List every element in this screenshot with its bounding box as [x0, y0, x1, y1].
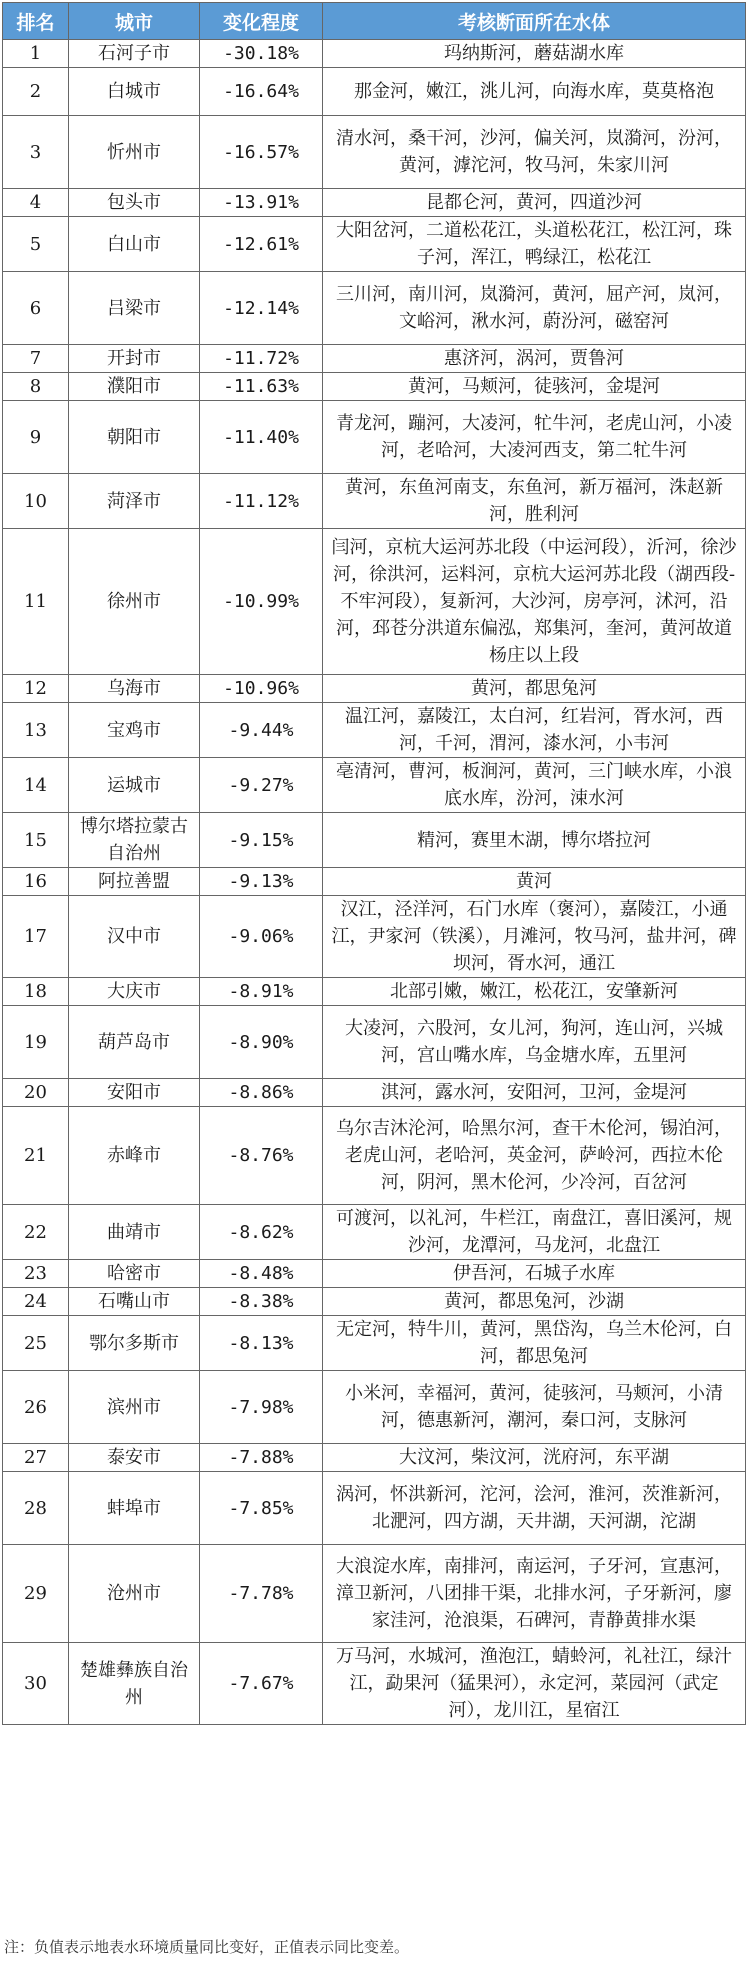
table-row	[3, 1371, 746, 1444]
rank-cell: 7	[3, 345, 69, 373]
water-body-cell: 清水河，桑干河，沙河，偏关河，岚漪河，汾河，黄河，滹沱河，牧马河，朱家川河	[323, 116, 746, 189]
table-row	[3, 758, 746, 813]
table-row	[3, 116, 746, 189]
footnote: 注：负值表示地表水环境质量同比变好，正值表示同比变差。	[4, 1938, 410, 1956]
city-cell: 葫芦岛市	[69, 1006, 200, 1079]
city-cell: 安阳市	[69, 1079, 200, 1107]
change-cell: -9.13%	[200, 868, 323, 896]
rank-cell: 17	[3, 896, 69, 978]
table-row	[3, 217, 746, 272]
city-cell: 朝阳市	[69, 401, 200, 474]
table-row	[3, 1316, 746, 1371]
city-cell: 乌海市	[69, 675, 200, 703]
change-cell: -7.67%	[200, 1643, 323, 1725]
city-cell: 博尔塔拉蒙古自治州	[69, 813, 200, 868]
city-cell: 哈密市	[69, 1260, 200, 1288]
change-cell: -10.96%	[200, 675, 323, 703]
table-row	[3, 272, 746, 345]
water-body-cell: 惠济河，涡河，贾鲁河	[323, 345, 746, 373]
city-cell: 石河子市	[69, 40, 200, 68]
city-cell: 大庆市	[69, 978, 200, 1006]
table-row	[3, 1205, 746, 1260]
city-cell: 鄂尔多斯市	[69, 1316, 200, 1371]
table-row	[3, 401, 746, 474]
change-cell: -8.38%	[200, 1288, 323, 1316]
table-row	[3, 868, 746, 896]
water-body-cell: 大汶河，柴汶河，洸府河，东平湖	[323, 1444, 746, 1472]
rank-cell: 2	[3, 68, 69, 116]
change-cell: -16.57%	[200, 116, 323, 189]
city-cell: 包头市	[69, 189, 200, 217]
change-cell: -16.64%	[200, 68, 323, 116]
table-row	[3, 1260, 746, 1288]
table-row	[3, 189, 746, 217]
water-body-cell: 无定河，特牛川，黄河，黑岱沟，乌兰木伦河，白河，都思兔河	[323, 1316, 746, 1371]
table-row	[3, 1288, 746, 1316]
table-row	[3, 345, 746, 373]
change-cell: -8.62%	[200, 1205, 323, 1260]
city-cell: 宝鸡市	[69, 703, 200, 758]
city-cell: 忻州市	[69, 116, 200, 189]
change-cell: -12.14%	[200, 272, 323, 345]
table-row	[3, 1079, 746, 1107]
table-row	[3, 474, 746, 529]
rank-cell: 16	[3, 868, 69, 896]
rank-cell: 29	[3, 1545, 69, 1643]
water-body-cell: 三川河，南川河，岚漪河，黄河，屈产河，岚河，文峪河，湫水河，蔚汾河，磁窑河	[323, 272, 746, 345]
city-cell: 赤峰市	[69, 1107, 200, 1205]
table-row	[3, 675, 746, 703]
table-row	[3, 1472, 746, 1545]
rank-cell: 26	[3, 1371, 69, 1444]
water-body-cell: 玛纳斯河，蘑菇湖水库	[323, 40, 746, 68]
header-change: 变化程度	[200, 3, 323, 40]
rank-cell: 8	[3, 373, 69, 401]
water-body-cell: 亳清河，曹河，板涧河，黄河，三门峡水库，小浪底水库，汾河，涑水河	[323, 758, 746, 813]
change-cell: -7.88%	[200, 1444, 323, 1472]
water-body-cell: 伊吾河，石城子水库	[323, 1260, 746, 1288]
city-cell: 曲靖市	[69, 1205, 200, 1260]
water-body-cell: 黄河，都思兔河	[323, 675, 746, 703]
table-row	[3, 1643, 746, 1725]
change-cell: -11.72%	[200, 345, 323, 373]
water-body-cell: 精河，赛里木湖，博尔塔拉河	[323, 813, 746, 868]
rank-cell: 10	[3, 474, 69, 529]
rank-cell: 3	[3, 116, 69, 189]
city-cell: 濮阳市	[69, 373, 200, 401]
header-water: 考核断面所在水体	[323, 3, 746, 40]
table-row	[3, 1444, 746, 1472]
change-cell: -11.63%	[200, 373, 323, 401]
change-cell: -8.48%	[200, 1260, 323, 1288]
city-cell: 徐州市	[69, 529, 200, 675]
table-row	[3, 40, 746, 68]
rank-cell: 1	[3, 40, 69, 68]
change-cell: -7.85%	[200, 1472, 323, 1545]
rank-cell: 27	[3, 1444, 69, 1472]
city-cell: 石嘴山市	[69, 1288, 200, 1316]
rank-cell: 30	[3, 1643, 69, 1725]
header-city: 城市	[69, 3, 200, 40]
water-body-cell: 涡河，怀洪新河，沱河，浍河，淮河，茨淮新河，北淝河，四方湖，天井湖，天河湖，沱湖	[323, 1472, 746, 1545]
change-cell: -7.78%	[200, 1545, 323, 1643]
water-body-cell: 万马河，水城河，渔泡江，蜻蛉河，礼社江，绿汁江，勐果河（猛果河），永定河，菜园河（武定河），龙川江，星宿江	[323, 1643, 746, 1725]
rank-cell: 24	[3, 1288, 69, 1316]
rank-cell: 5	[3, 217, 69, 272]
table-row	[3, 373, 746, 401]
table-row	[3, 813, 746, 868]
table-row	[3, 1107, 746, 1205]
rank-cell: 25	[3, 1316, 69, 1371]
change-cell: -8.86%	[200, 1079, 323, 1107]
city-cell: 楚雄彝族自治州	[69, 1643, 200, 1725]
table-header-row	[3, 3, 746, 40]
rank-cell: 14	[3, 758, 69, 813]
rank-cell: 21	[3, 1107, 69, 1205]
table-row	[3, 978, 746, 1006]
change-cell: -30.18%	[200, 40, 323, 68]
rank-cell: 22	[3, 1205, 69, 1260]
city-cell: 阿拉善盟	[69, 868, 200, 896]
water-body-cell: 那金河，嫩江，洮儿河，向海水库，莫莫格泡	[323, 68, 746, 116]
table-row	[3, 1006, 746, 1079]
rank-cell: 20	[3, 1079, 69, 1107]
change-cell: -8.76%	[200, 1107, 323, 1205]
water-body-cell: 昆都仑河，黄河，四道沙河	[323, 189, 746, 217]
change-cell: -8.13%	[200, 1316, 323, 1371]
water-body-cell: 可渡河，以礼河，牛栏江，南盘江，喜旧溪河，规沙河，龙潭河，马龙河，北盘江	[323, 1205, 746, 1260]
change-cell: -11.12%	[200, 474, 323, 529]
city-cell: 白城市	[69, 68, 200, 116]
water-body-cell: 黄河，东鱼河南支，东鱼河，新万福河，洙赵新河，胜利河	[323, 474, 746, 529]
rank-cell: 18	[3, 978, 69, 1006]
water-body-cell: 大阳岔河，二道松花江，头道松花江，松江河，珠子河，浑江，鸭绿江，松花江	[323, 217, 746, 272]
table-row	[3, 703, 746, 758]
change-cell: -9.06%	[200, 896, 323, 978]
ranking-table	[2, 2, 746, 1725]
city-cell: 蚌埠市	[69, 1472, 200, 1545]
rank-cell: 9	[3, 401, 69, 474]
change-cell: -9.15%	[200, 813, 323, 868]
water-body-cell: 温江河，嘉陵江，太白河，红岩河，胥水河，西河，千河，渭河，漆水河，小韦河	[323, 703, 746, 758]
change-cell: -9.44%	[200, 703, 323, 758]
water-body-cell: 淇河，露水河，安阳河，卫河，金堤河	[323, 1079, 746, 1107]
rank-cell: 15	[3, 813, 69, 868]
change-cell: -13.91%	[200, 189, 323, 217]
rank-cell: 12	[3, 675, 69, 703]
change-cell: -7.98%	[200, 1371, 323, 1444]
table-body	[3, 40, 746, 1725]
table-row	[3, 896, 746, 978]
water-body-cell: 黄河，马颊河，徒骇河，金堤河	[323, 373, 746, 401]
rank-cell: 6	[3, 272, 69, 345]
change-cell: -11.40%	[200, 401, 323, 474]
rank-cell: 4	[3, 189, 69, 217]
city-cell: 泰安市	[69, 1444, 200, 1472]
city-cell: 白山市	[69, 217, 200, 272]
water-body-cell: 汉江，泾洋河，石门水库（褒河），嘉陵江，小通江，尹家河（铁溪），月滩河，牧马河，盐井河，碑坝河，胥水河，通江	[323, 896, 746, 978]
city-cell: 汉中市	[69, 896, 200, 978]
city-cell: 沧州市	[69, 1545, 200, 1643]
city-cell: 开封市	[69, 345, 200, 373]
table-row	[3, 529, 746, 675]
change-cell: -10.99%	[200, 529, 323, 675]
rank-cell: 11	[3, 529, 69, 675]
water-body-cell: 黄河	[323, 868, 746, 896]
water-body-cell: 大浪淀水库，南排河，南运河，子牙河，宣惠河，漳卫新河，八团排干渠，北排水河，子牙新河，廖家洼河，沧浪渠，石碑河，青静黄排水渠	[323, 1545, 746, 1643]
water-body-cell: 黄河，都思兔河，沙湖	[323, 1288, 746, 1316]
rank-cell: 19	[3, 1006, 69, 1079]
city-cell: 菏泽市	[69, 474, 200, 529]
city-cell: 运城市	[69, 758, 200, 813]
header-rank: 排名	[3, 3, 69, 40]
change-cell: -8.90%	[200, 1006, 323, 1079]
rank-cell: 23	[3, 1260, 69, 1288]
water-body-cell: 小米河，幸福河，黄河，徒骇河，马颊河，小清河，德惠新河，潮河，秦口河，支脉河	[323, 1371, 746, 1444]
city-cell: 滨州市	[69, 1371, 200, 1444]
rank-cell: 13	[3, 703, 69, 758]
change-cell: -12.61%	[200, 217, 323, 272]
water-body-cell: 大凌河，六股河，女儿河，狗河，连山河，兴城河，宫山嘴水库，乌金塘水库，五里河	[323, 1006, 746, 1079]
water-body-cell: 闫河，京杭大运河苏北段（中运河段），沂河，徐沙河，徐洪河，运料河，京杭大运河苏北段（湖西段-不牢河段），复新河，大沙河，房亭河，沭河，沿河，邳苍分洪道东偏泓，郑集河，奎河，黄河故道杨庄以上段	[323, 529, 746, 675]
city-cell: 吕梁市	[69, 272, 200, 345]
change-cell: -8.91%	[200, 978, 323, 1006]
water-body-cell: 青龙河，蹦河，大凌河，牤牛河，老虎山河，小凌河，老哈河，大凌河西支，第二牤牛河	[323, 401, 746, 474]
rank-cell: 28	[3, 1472, 69, 1545]
water-body-cell: 北部引嫩，嫩江，松花江，安肇新河	[323, 978, 746, 1006]
change-cell: -9.27%	[200, 758, 323, 813]
table-row	[3, 1545, 746, 1643]
table-row	[3, 68, 746, 116]
water-body-cell: 乌尔吉沐沦河，哈黑尔河，查干木伦河，锡泊河，老虎山河，老哈河，英金河，萨岭河，西拉木伦河，阴河，黑木伦河，少冷河，百岔河	[323, 1107, 746, 1205]
